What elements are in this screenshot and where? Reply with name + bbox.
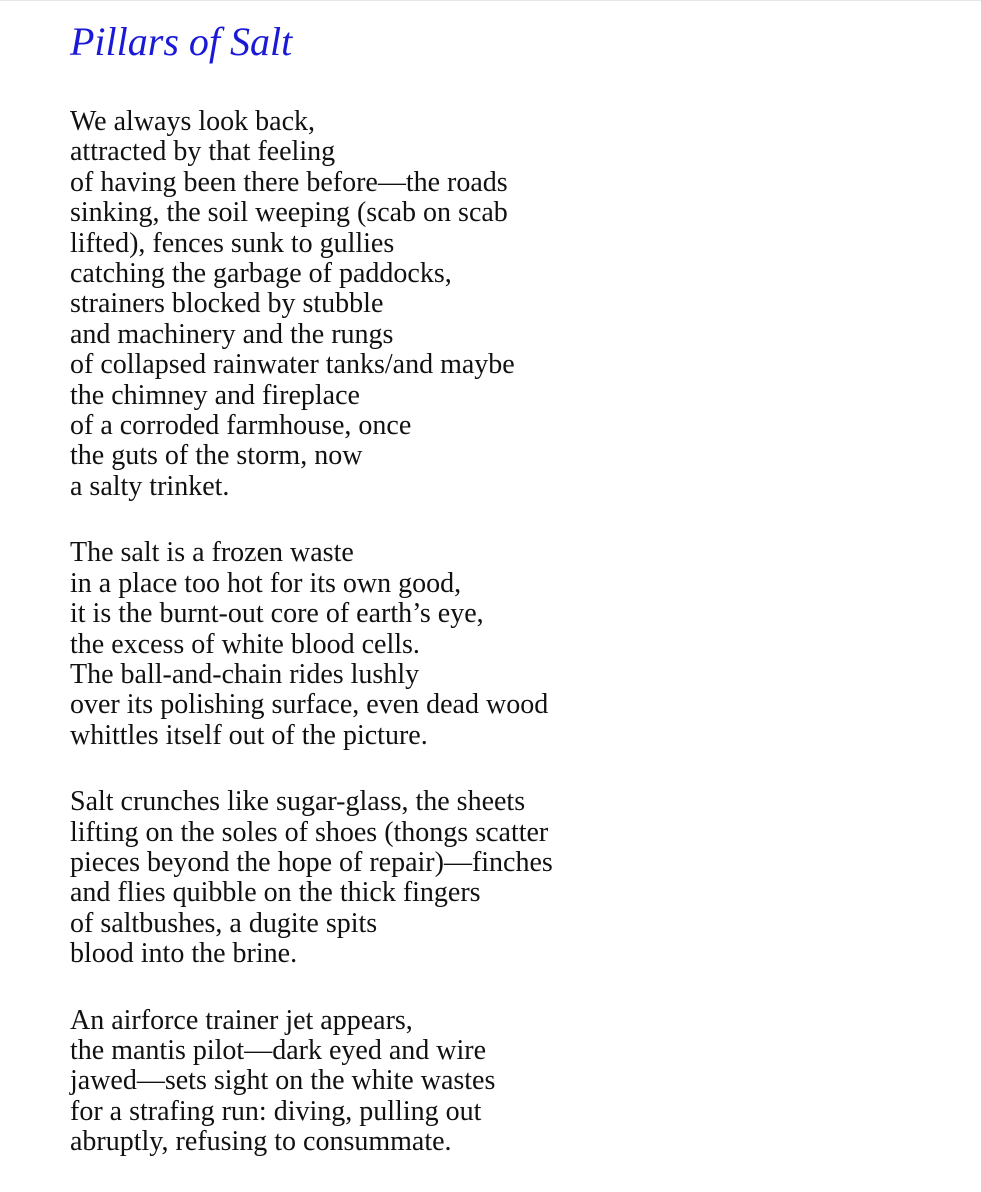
poem-title: Pillars of Salt [70,19,293,64]
poem-line: and machinery and the rungs [70,318,394,350]
poem-line: over its polishing surface, even dead wood [70,689,549,721]
poem-line: of collapsed rainwater tanks/and maybe [70,349,515,381]
stanza-2 [70,538,950,751]
poem-line: the mantis pilot—dark eyed and wire [70,1034,486,1066]
poem-line: lifted), fences sunk to gullies [70,227,395,259]
poem [70,18,950,1158]
stanza-1 [70,107,950,502]
poem-line: An airforce trainer jet appears, [70,1004,413,1036]
poem-line: The salt is a frozen waste [70,537,354,569]
poem-line: in a place too hot for its own good, [70,567,462,599]
poem-line: We always look back, [70,106,315,137]
poem-line: blood into the brine. [70,938,298,970]
poem-line: The ball-and-chain rides lushly [70,658,420,690]
poem-line: sinking, the soil weeping (scab on scab [70,197,508,229]
poem-line: attracted by that feeling [70,136,336,168]
poem-line: of a corroded farmhouse, once [70,410,412,442]
poem-line: and flies quibble on the thick fingers [70,877,481,909]
poem-line: jawed—sets sight on the white wastes [70,1065,496,1097]
poem-line: of having been there before—the roads [70,166,508,198]
poem-line: catching the garbage of paddocks, [70,258,452,290]
poem-line: lifting on the soles of shoes (thongs scatter [70,816,549,848]
top-divider [0,0,981,1]
poem-line: pieces beyond the hope of repair)—finches [70,846,553,878]
poem-line: of saltbushes, a dugite spits [70,907,378,939]
poem-line: strainers blocked by stubble [70,288,384,320]
poem-line: abruptly, refusing to consummate. [70,1126,452,1158]
poem-line: a salty trinket. [70,470,230,502]
poem-line: for a strafing run: diving, pulling out [70,1095,482,1127]
poem-line: whittles itself out of the picture. [70,719,428,751]
poem-line: the excess of white blood cells. [70,628,420,660]
stanza-4 [70,1006,950,1158]
poem-line: the guts of the storm, now [70,440,363,472]
stanza-3 [70,787,950,969]
poem-line: Salt crunches like sugar-glass, the sheets [70,786,526,818]
poem-line: the chimney and fireplace [70,379,360,411]
poem-line: it is the burnt-out core of earth’s eye, [70,598,484,630]
